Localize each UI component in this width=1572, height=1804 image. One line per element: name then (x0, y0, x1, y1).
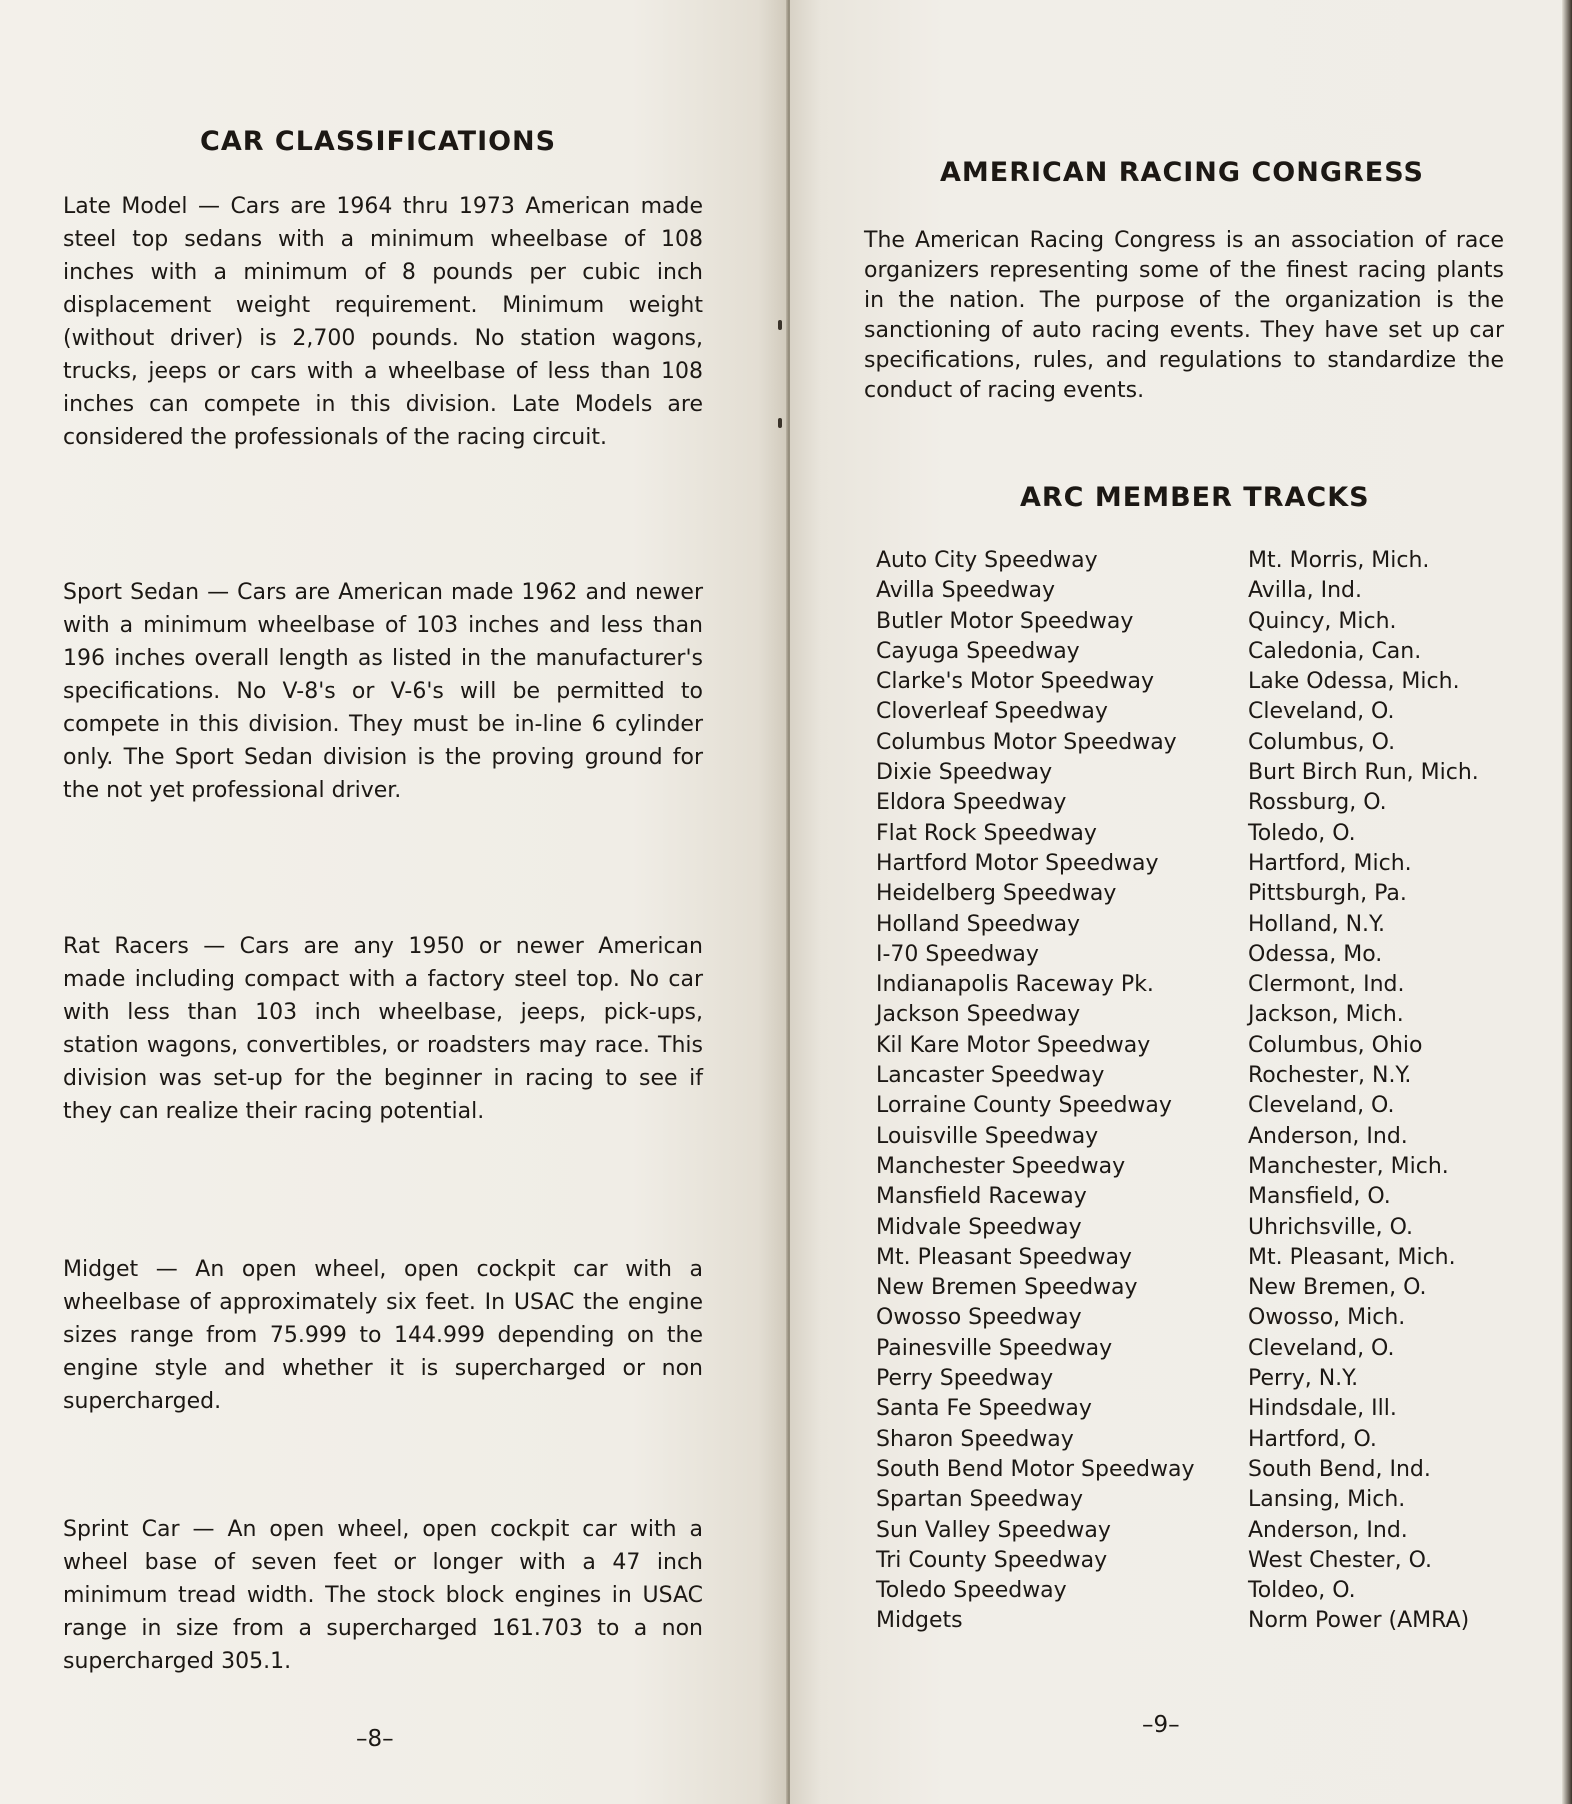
american-racing-congress-title: AMERICAN RACING CONGRESS (940, 157, 1424, 188)
track-row (876, 1303, 1536, 1333)
midget-paragraph: Midget — An open wheel, open cockpit car with a wheelbase of approximately six feet. In USAC the engine sizes range from 75.999 to 144.999 depending on the engine style and whether it is supercharged or non supercharged. (63, 1257, 703, 1414)
track-name: Toledo Speedway (876, 1578, 1067, 1604)
track-row (876, 758, 1536, 788)
track-location: Rochester, N.Y. (1248, 1063, 1412, 1089)
track-location: Hartford, Mich. (1248, 850, 1412, 876)
track-row (876, 1546, 1536, 1576)
track-row (876, 970, 1536, 1000)
track-location: West Chester, O. (1248, 1547, 1432, 1573)
track-location: Toldeo, O. (1248, 1578, 1356, 1604)
track-name: Owosso Speedway (876, 1305, 1082, 1331)
track-name: Jackson Speedway (876, 1002, 1081, 1028)
track-row (876, 637, 1536, 667)
track-row (876, 1485, 1536, 1515)
track-location: Perry, N.Y. (1248, 1366, 1359, 1392)
track-location: Columbus, O. (1248, 729, 1396, 755)
track-location: Burt Birch Run, Mich. (1248, 760, 1479, 786)
track-name: Mansfield Raceway (876, 1184, 1087, 1210)
car-classifications-title: CAR CLASSIFICATIONS (200, 126, 557, 157)
track-name: Tri County Speedway (876, 1547, 1108, 1573)
track-row (876, 1031, 1536, 1061)
track-row (876, 1243, 1536, 1273)
track-name: Santa Fe Speedway (876, 1396, 1092, 1422)
track-location: Anderson, Ind. (1248, 1517, 1408, 1543)
track-name: Sun Valley Speedway (876, 1517, 1111, 1543)
track-row (876, 819, 1536, 849)
track-row (876, 1152, 1536, 1182)
track-name: Columbus Motor Speedway (876, 729, 1177, 755)
track-location: Odessa, Mo. (1248, 941, 1383, 967)
track-row (876, 728, 1536, 758)
binding-mark (778, 320, 782, 330)
arc-intro-paragraph: The American Racing Congress is an association of race organizers representing some of the finest racing plants in the nation. The purpose of the organization is the sanctioning of auto racing events. They have set up car specifications, rules, and regulations to standardize the conduct of racing events. (864, 228, 1504, 403)
page-edge-shadow (1562, 0, 1572, 1804)
track-row (876, 1425, 1536, 1455)
rat-racers-paragraph: Rat Racers — Cars are any 1950 or newer American made including compact with a factory steel top. No car with less than 103 inch wheelbase, jeeps, pick-ups, station wagons, convertibles, or roadsters may race. This division was set-up for the beginner in racing to see if they can realize their racing potential. (63, 934, 703, 1124)
track-row (876, 1516, 1536, 1546)
track-name: I-70 Speedway (876, 941, 1039, 967)
binding-mark (778, 418, 782, 428)
track-location: Avilla, Ind. (1248, 578, 1362, 604)
track-name: Manchester Speedway (876, 1153, 1126, 1179)
track-name: Flat Rock Speedway (876, 820, 1097, 846)
track-row (876, 546, 1536, 576)
track-row (876, 1455, 1536, 1485)
track-name: Lancaster Speedway (876, 1063, 1105, 1089)
track-name: Lorraine County Speedway (876, 1093, 1172, 1119)
track-location: Caledonia, Can. (1248, 638, 1422, 664)
track-name: Cloverleaf Speedway (876, 699, 1108, 725)
track-location: Cleveland, O. (1248, 1093, 1395, 1119)
track-row (876, 667, 1536, 697)
track-name: Louisville Speedway (876, 1123, 1099, 1149)
track-row (876, 1364, 1536, 1394)
track-name: Butler Motor Speedway (876, 608, 1134, 634)
track-row (876, 607, 1536, 637)
track-name: Mt. Pleasant Speedway (876, 1244, 1132, 1270)
track-location: Cleveland, O. (1248, 1335, 1395, 1361)
track-location: Quincy, Mich. (1248, 608, 1397, 634)
track-row (876, 940, 1536, 970)
track-location: Columbus, Ohio (1248, 1032, 1423, 1058)
track-location: Mt. Morris, Mich. (1248, 548, 1430, 573)
track-location: Pittsburgh, Pa. (1248, 881, 1407, 907)
page-number-left: –8– (356, 1726, 394, 1752)
track-row (876, 910, 1536, 940)
track-location: Anderson, Ind. (1248, 1123, 1408, 1149)
track-location: Holland, N.Y. (1248, 911, 1386, 937)
sprint-car-paragraph: Sprint Car — An open wheel, open cockpit car with a wheel base of seven feet or longer with a 47 inch minimum tread width. The stock block engines in USAC range in size from a supercharged 161.703 to a non supercharged 305.1. (63, 1517, 703, 1674)
track-name: Midgets (876, 1608, 963, 1634)
track-row (876, 1091, 1536, 1121)
track-name: Sharon Speedway (876, 1426, 1074, 1452)
track-row (876, 1122, 1536, 1152)
track-location: South Bend, Ind. (1248, 1456, 1431, 1482)
track-location: New Bremen, O. (1248, 1275, 1427, 1301)
track-name: South Bend Motor Speedway (876, 1456, 1195, 1482)
track-location: Rossburg, O. (1248, 790, 1387, 816)
track-row (876, 1576, 1536, 1606)
track-name: Spartan Speedway (876, 1487, 1083, 1513)
track-row (876, 1061, 1536, 1091)
track-location: Mt. Pleasant, Mich. (1248, 1244, 1456, 1270)
track-name: Kil Kare Motor Speedway (876, 1032, 1151, 1058)
track-location: Jackson, Mich. (1248, 1002, 1404, 1028)
track-name: Clarke's Motor Speedway (876, 669, 1155, 695)
track-row (876, 849, 1536, 879)
track-name: Cayuga Speedway (876, 638, 1080, 664)
track-name: Perry Speedway (876, 1366, 1054, 1392)
track-location: Hartford, O. (1248, 1426, 1377, 1452)
track-name: Midvale Speedway (876, 1214, 1082, 1240)
track-row (876, 879, 1536, 909)
track-row (876, 1394, 1536, 1424)
sport-sedan-paragraph: Sport Sedan — Cars are American made 1962 and newer with a minimum wheelbase of 103 inches and less than 196 inches overall length as listed in the manufacturer's specifications. No V-8's or V-6's will be permitted to compete in this division. They must be in-line 6 cylinder only. The Sport Sedan division is the proving ground for the not yet professional driver. (63, 580, 703, 803)
member-tracks-list (876, 546, 1536, 1637)
track-row (876, 1213, 1536, 1243)
member-tracks-title: ARC MEMBER TRACKS (1020, 482, 1370, 513)
track-name: Avilla Speedway (876, 578, 1056, 604)
track-name: Painesville Speedway (876, 1335, 1113, 1361)
track-row (876, 1182, 1536, 1212)
track-row (876, 697, 1536, 727)
track-row (876, 1334, 1536, 1364)
track-name: Eldora Speedway (876, 790, 1067, 816)
track-location: Manchester, Mich. (1248, 1153, 1449, 1179)
track-location: Lake Odessa, Mich. (1248, 669, 1460, 695)
track-row (876, 576, 1536, 606)
page-number-right: –9– (1142, 1712, 1180, 1738)
track-location: Cleveland, O. (1248, 699, 1395, 725)
track-location: Lansing, Mich. (1248, 1487, 1406, 1513)
track-name: New Bremen Speedway (876, 1275, 1138, 1301)
track-location: Uhrichsville, O. (1248, 1214, 1413, 1240)
track-row (876, 788, 1536, 818)
track-name: Hartford Motor Speedway (876, 850, 1159, 876)
late-model-paragraph: Late Model — Cars are 1964 thru 1973 American made steel top sedans with a minimum wheelbase of 108 inches with a minimum of 8 pounds per cubic inch displacement weight requirement. Minimum weight (without driver) is 2,700 pounds. No station wagons, trucks, jeeps or cars with a wheelbase of less than 108 inches can compete in this division. Late Models are considered the professionals of the racing circuit. (63, 194, 703, 450)
track-location: Owosso, Mich. (1248, 1305, 1406, 1331)
track-location: Toledo, O. (1248, 820, 1356, 846)
track-name: Heidelberg Speedway (876, 881, 1117, 907)
track-name: Auto City Speedway (876, 548, 1098, 573)
track-name: Dixie Speedway (876, 760, 1053, 786)
track-location: Hindsdale, Ill. (1248, 1396, 1397, 1422)
track-location: Clermont, Ind. (1248, 972, 1405, 998)
track-row (876, 1273, 1536, 1303)
track-row (876, 1000, 1536, 1030)
track-row (876, 1606, 1536, 1636)
track-location: Norm Power (AMRA) (1248, 1608, 1470, 1634)
track-location: Mansfield, O. (1248, 1184, 1391, 1210)
track-name: Indianapolis Raceway Pk. (876, 972, 1154, 998)
track-name: Holland Speedway (876, 911, 1081, 937)
